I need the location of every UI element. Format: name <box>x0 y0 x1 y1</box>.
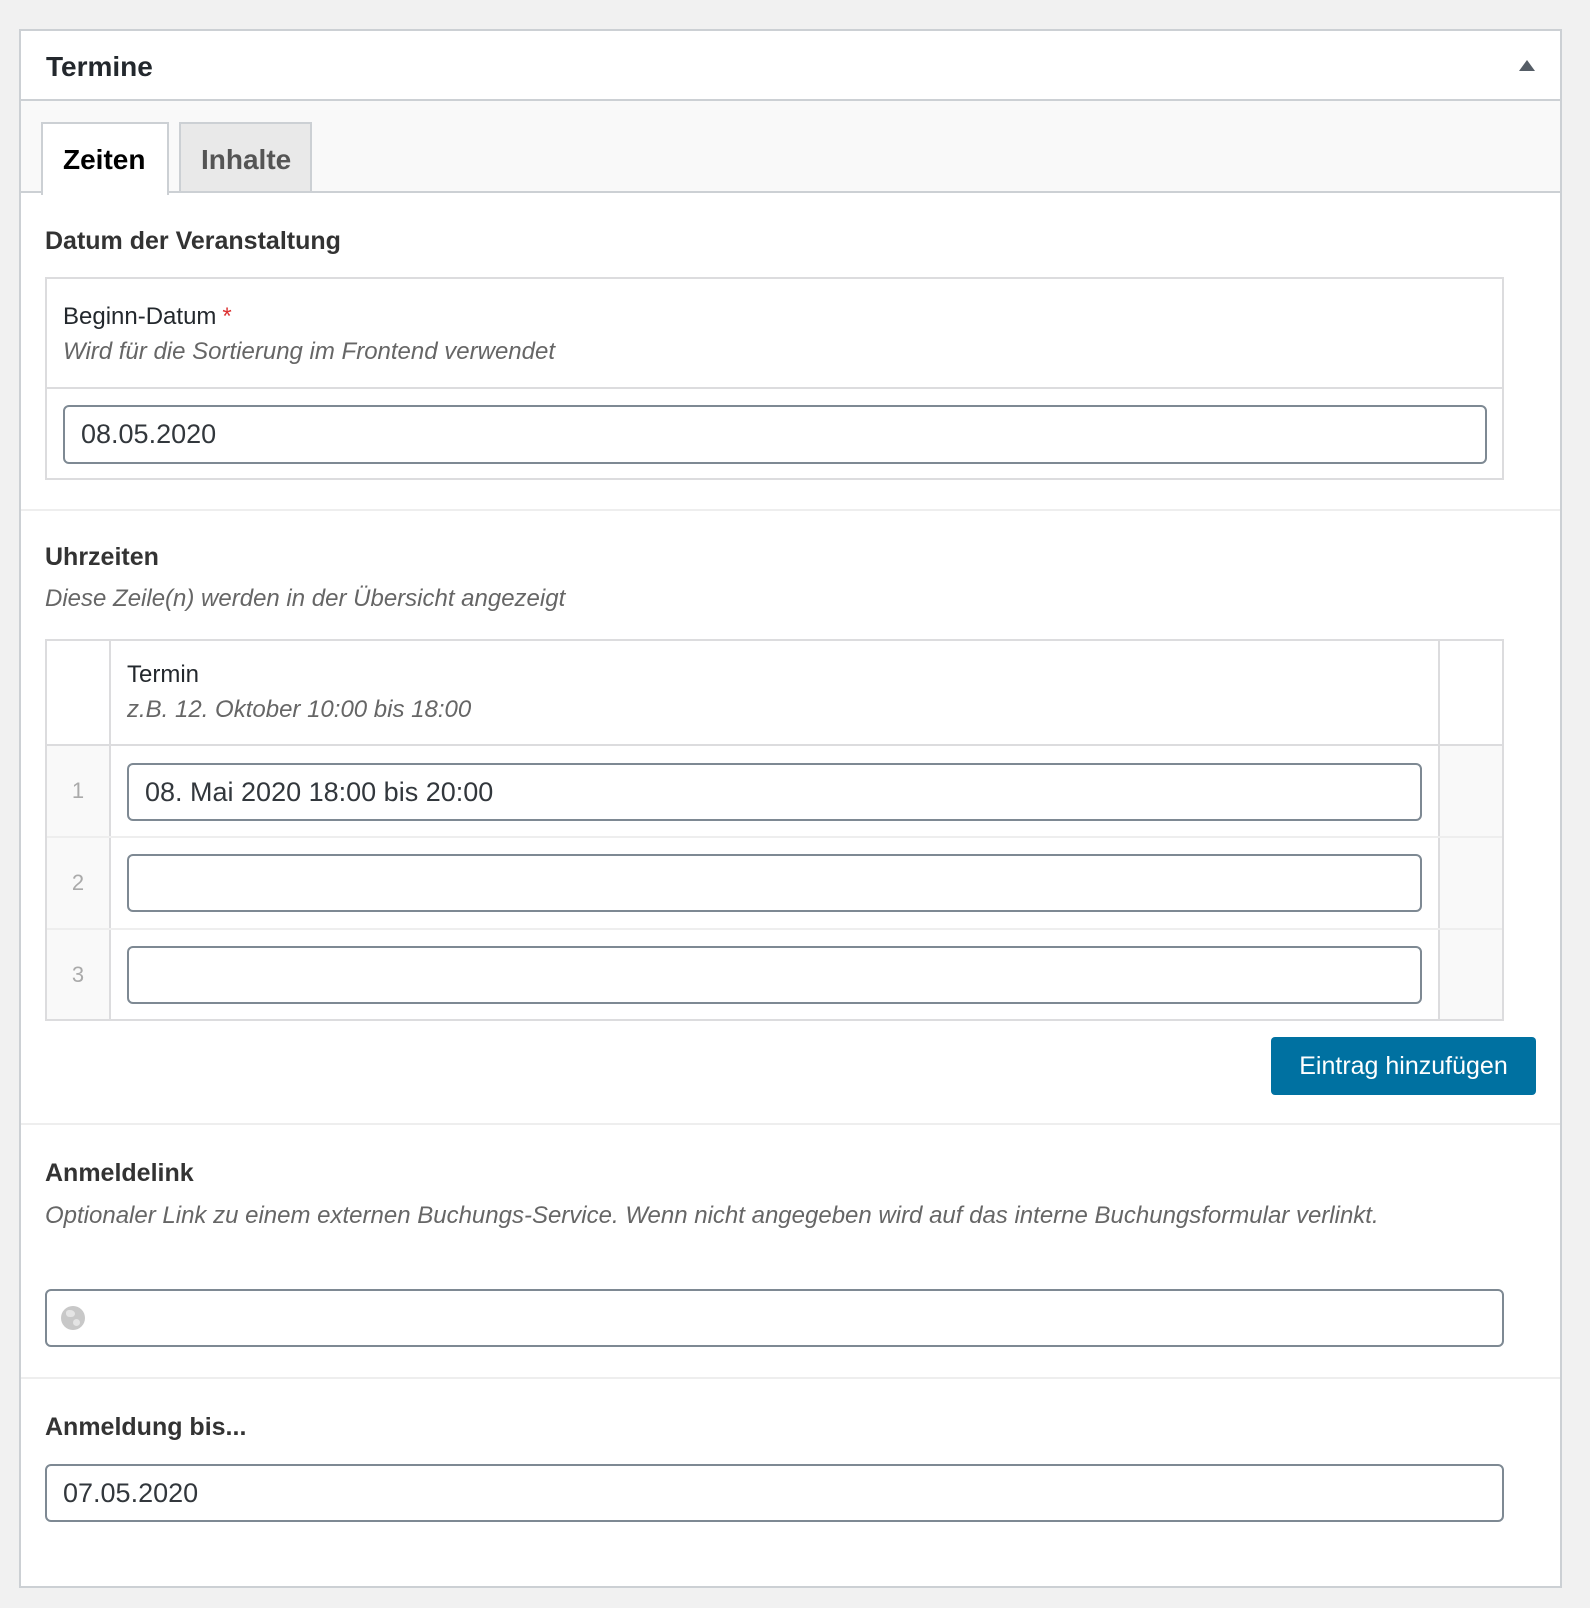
tab-inhalte[interactable]: Inhalte <box>179 122 312 191</box>
table-header-actions <box>1438 641 1502 744</box>
anmeldelink-heading: Anmeldelink <box>45 1159 194 1187</box>
anmeldung-bis-input[interactable]: 07.05.2020 <box>45 1464 1504 1522</box>
required-marker: * <box>222 303 232 330</box>
beginn-datum-description: Wird für die Sortierung im Frontend verwendet <box>63 338 555 365</box>
tab-zeiten[interactable]: Zeiten <box>41 122 169 195</box>
table-header-termin <box>111 641 1438 744</box>
row-cell <box>111 930 1438 1019</box>
termin-input-3[interactable] <box>127 946 1422 1004</box>
triangle-up-icon[interactable] <box>1519 60 1535 71</box>
add-entry-button[interactable]: Eintrag hinzufügen <box>1271 1037 1536 1095</box>
uhrzeiten-section <box>21 511 1560 1125</box>
beginn-datum-label <box>63 303 232 331</box>
uhrzeiten-description: Diese Zeile(n) werden in der Übersicht angezeigt <box>45 585 566 612</box>
row-number[interactable]: 1 <box>47 746 111 836</box>
row-number[interactable]: 3 <box>47 930 111 1019</box>
beginn-datum-header <box>47 279 1502 389</box>
termine-metabox <box>19 29 1562 1588</box>
beginn-datum-label-text: Beginn-Datum <box>63 303 217 330</box>
anmeldelink-input[interactable] <box>45 1289 1504 1347</box>
row-actions[interactable] <box>1438 838 1502 928</box>
metabox-header[interactable] <box>21 31 1560 101</box>
table-row <box>47 930 1502 1019</box>
anmeldelink-description: Optionaler Link zu einem externen Buchungs-Service. Wenn nicht angegeben wird auf das interne Buchungsformular verlinkt. <box>45 1202 1379 1229</box>
table-row <box>47 746 1502 838</box>
row-actions[interactable] <box>1438 930 1502 1019</box>
beginn-datum-input[interactable]: 08.05.2020 <box>63 405 1487 464</box>
termin-column-label: Termin <box>127 661 200 688</box>
table-header-num <box>47 641 111 744</box>
anmeldung-bis-section <box>21 1379 1560 1553</box>
datum-section <box>21 193 1560 511</box>
termin-column-description: z.B. 12. Oktober 10:00 bis 18:00 <box>127 696 472 723</box>
tab-bar <box>21 101 1560 193</box>
table-row <box>47 838 1502 930</box>
uhrzeiten-heading: Uhrzeiten <box>45 543 159 571</box>
metabox-title: Termine <box>46 51 153 82</box>
termin-input-2[interactable] <box>127 854 1422 912</box>
anmeldelink-section <box>21 1125 1560 1379</box>
table-header <box>47 641 1502 746</box>
datum-heading: Datum der Veranstaltung <box>45 227 341 255</box>
row-cell <box>111 838 1438 928</box>
row-cell <box>111 746 1438 836</box>
row-actions[interactable] <box>1438 746 1502 836</box>
anmeldung-bis-heading: Anmeldung bis... <box>45 1413 247 1441</box>
termin-input-1[interactable]: 08. Mai 2020 18:00 bis 20:00 <box>127 763 1422 821</box>
globe-icon <box>61 1306 85 1330</box>
beginn-datum-field <box>45 277 1504 480</box>
row-number[interactable]: 2 <box>47 838 111 928</box>
uhrzeiten-table <box>45 639 1504 1021</box>
